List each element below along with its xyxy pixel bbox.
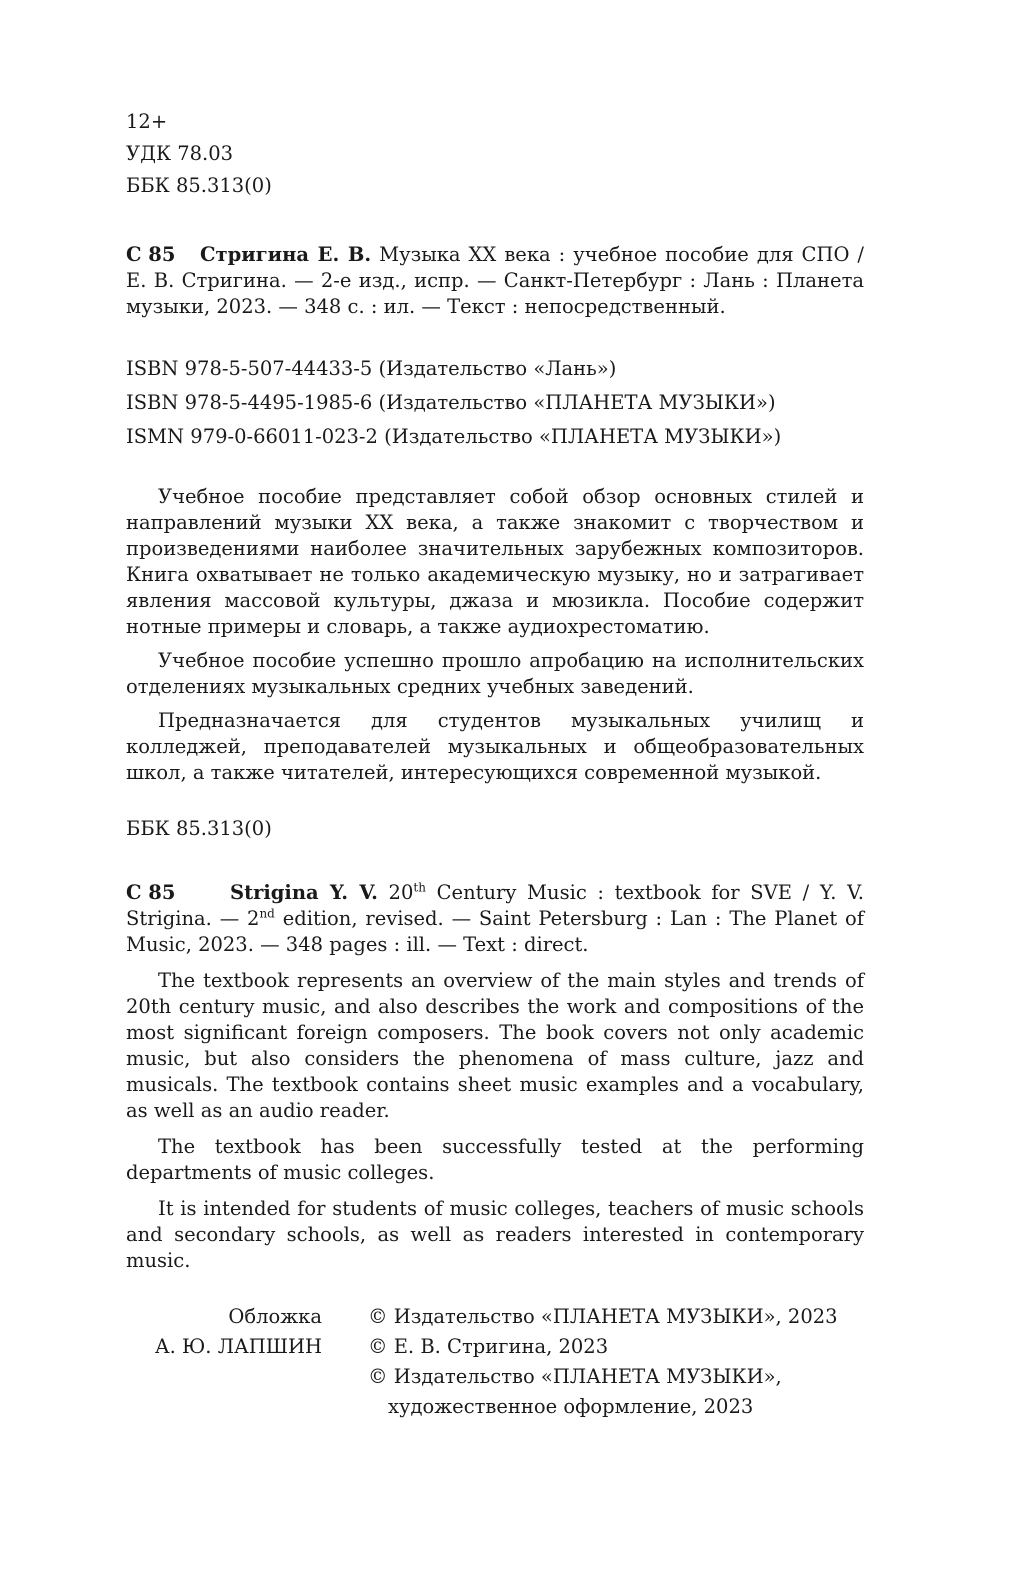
cover-artist: А. Ю. ЛАПШИН: [154, 1335, 322, 1358]
description-part: 20: [377, 881, 414, 904]
credits-spacer: [126, 1364, 322, 1390]
bibliographic-entry-en: [126, 880, 864, 958]
annotation-paragraph: Учебное пособие успешно прошло апробацию на исполнительских отделениях музыкальных средних учебных заведений.: [126, 649, 864, 698]
bibliographic-description: Музыка XX века : учебное пособие для СПО / Е. В. Стригина. — 2-е изд., испр. — Санкт-Петербург : Лань : Планета музыки, 2023. — 348 с. : ил. — Текст : непосредственный.: [126, 243, 864, 318]
description-part: Century Music : textbook for SVE / Y. V. Strigina. — 2: [126, 881, 864, 930]
credits-block: [126, 1304, 864, 1420]
cover-label: Обложка: [228, 1305, 322, 1328]
author-mark-en: С 85: [126, 881, 176, 904]
ordinal-suffix: nd: [259, 906, 275, 921]
copyright-line: © Е. В. Стригина, 2023: [368, 1335, 609, 1358]
isbn-line: ISBN 978-5-4495-1985-6 (Издательство «ПЛАНЕТА МУЗЫКИ»): [126, 391, 776, 414]
imprint-page: [126, 106, 864, 1420]
annotation-paragraph-en: The textbook represents an overview of the main styles and trends of 20th century music, and also describes the work and compositions of the most significant foreign composers. The book covers not only academic music, but also considers the phenomena of mass culture, jazz and musicals. The textbook contains sheet music examples and a vocabulary, as well as an audio reader.: [126, 969, 864, 1122]
author-name: Стригина Е. В.: [200, 243, 372, 266]
annotation-paragraph: Предназначается для студентов музыкальных училищ и колледжей, преподавателей музыкальных и общеобразовательных школ, а также читателей, интересующихся современной музыкой.: [126, 709, 864, 784]
annotation-paragraph: Учебное пособие представляет собой обзор основных стилей и направлений музыки XX века, а также знакомит с творчеством и произведениями наиболее значительных зарубежных композиторов. Книга охватывает не только академическую музыку, но и затрагивает явления массовой культуры, джаза и мюзикла. Пособие содержит нотные примеры и словарь, а также аудиохрестоматию.: [126, 485, 864, 638]
description-part: edition, revised. — Saint Petersburg : Lan : The Planet of Music, 2023. — 348 pages : ill. — Text : direct.: [126, 907, 864, 956]
annotation-ru: [126, 484, 864, 786]
author-name-en: Strigina Y. V.: [230, 881, 378, 904]
copyright-line: © Издательство «ПЛАНЕТА МУЗЫКИ», 2023: [368, 1305, 838, 1328]
annotation-paragraph-en: It is intended for students of music colleges, teachers of music schools and secondary schools, as well as readers interested in contemporary music.: [126, 1197, 864, 1272]
age-rating: 12+: [126, 110, 168, 133]
classification-codes: [126, 106, 864, 202]
isbn-list: [126, 352, 864, 454]
udk-code: УДК 78.03: [126, 142, 234, 165]
annotation-en: [126, 968, 864, 1274]
bibliographic-entry-ru: [126, 242, 864, 320]
credits-spacer: [126, 1394, 322, 1420]
author-mark: С 85: [126, 243, 176, 266]
bbk-code: ББК 85.313(0): [126, 174, 272, 197]
isbn-line: ISBN 978-5-507-44433-5 (Издательство «Лань»): [126, 357, 617, 380]
copyright-line: © Издательство «ПЛАНЕТА МУЗЫКИ»,: [368, 1365, 782, 1388]
annotation-paragraph-en: The textbook has been successfully tested at the performing departments of music colleges.: [126, 1135, 864, 1184]
ordinal-suffix: th: [413, 880, 426, 895]
copyright-line: художественное оформление, 2023: [388, 1395, 754, 1418]
ismn-line: ISMN 979-0-66011-023-2 (Издательство «ПЛАНЕТА МУЗЫКИ»): [126, 425, 782, 448]
bbk-code-repeat: ББК 85.313(0): [126, 817, 272, 840]
